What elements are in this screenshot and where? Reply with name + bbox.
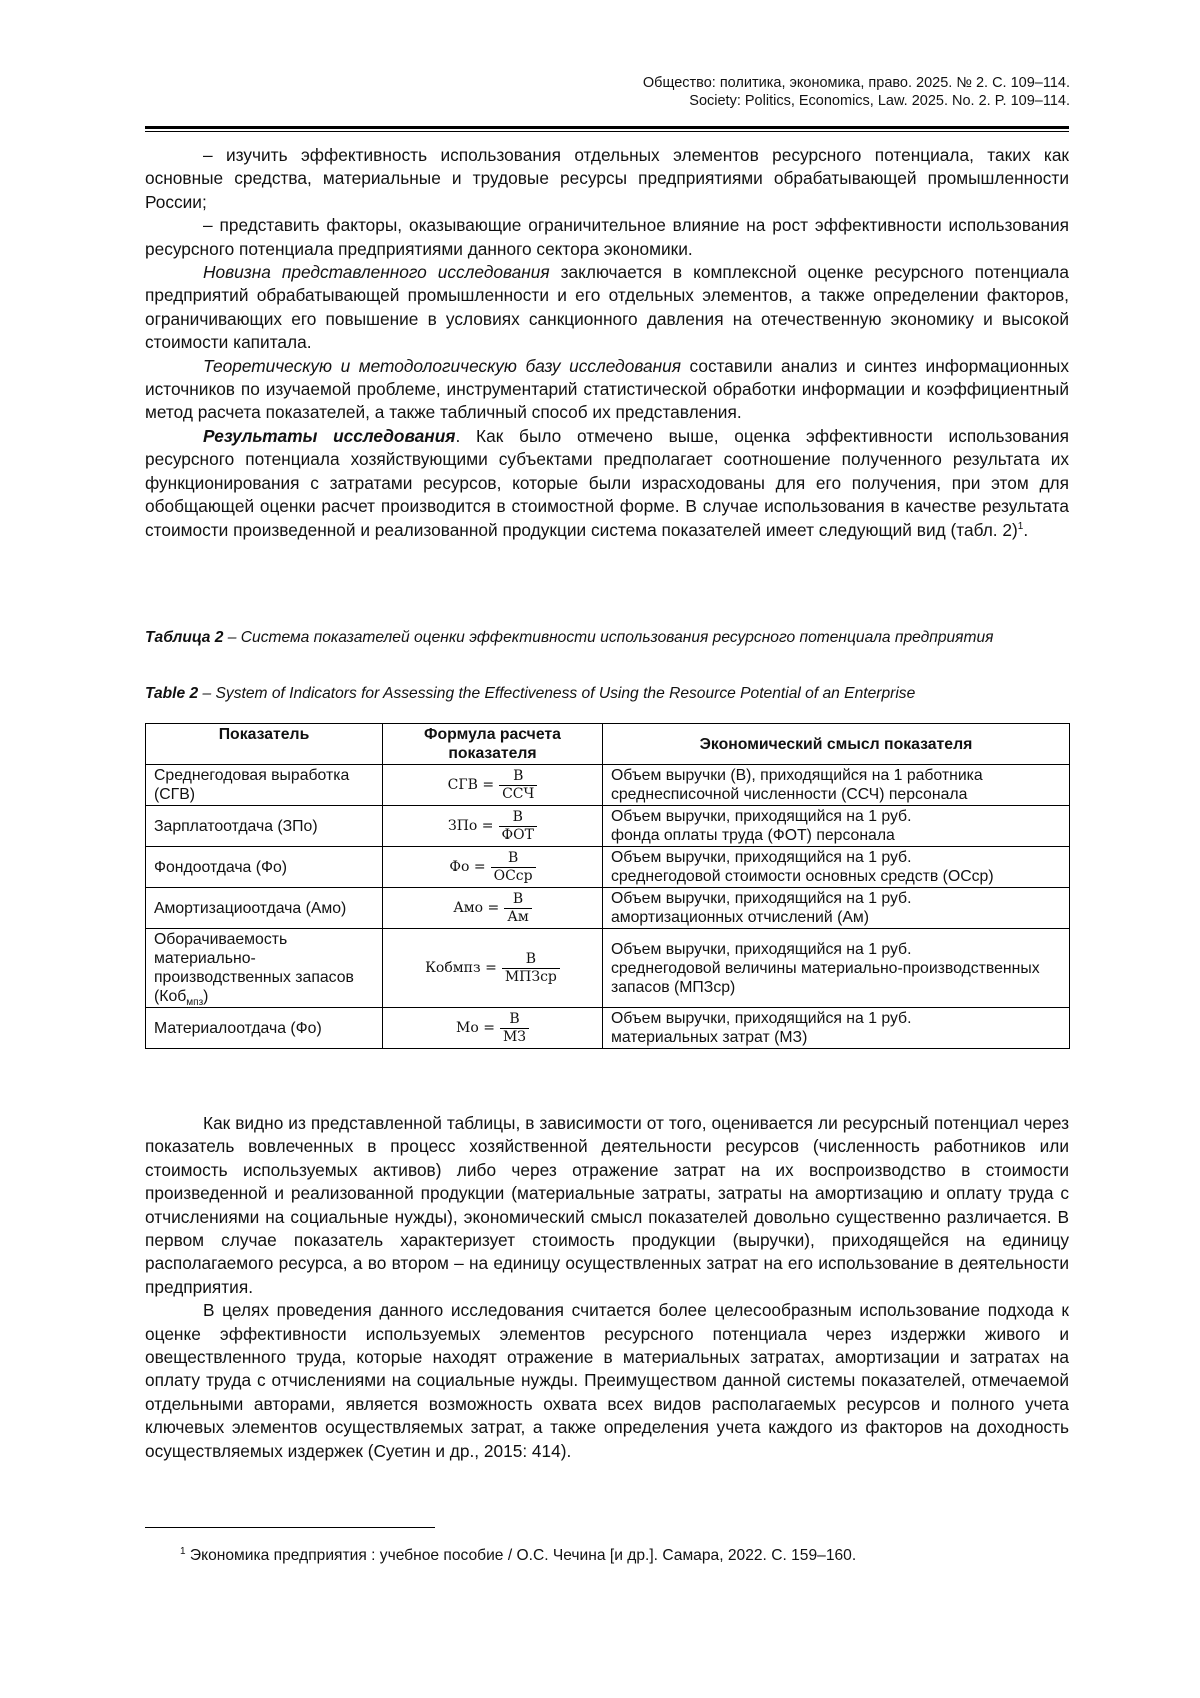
fraction-numerator: В	[525, 950, 537, 967]
methodology-text: составили анализ и синтез информационных источников по изучаемой проблеме, инструментарий статистической обработки информации и коэффициентный метод расчета показателей, а также табличный способ их представления.	[145, 355, 1069, 423]
formula	[425, 951, 560, 986]
indicator-name: Материалоотдача (Фо)	[146, 1008, 383, 1049]
formula	[453, 891, 532, 926]
meaning-line-2: материальных затрат (МЗ)	[611, 1029, 808, 1046]
formula-lhs: Мо =	[455, 1019, 495, 1036]
fraction-numerator: В	[513, 767, 524, 784]
formula-lhs: ЗПо =	[448, 817, 494, 834]
meaning-cell	[603, 806, 1070, 847]
formula	[449, 850, 535, 885]
fraction	[499, 809, 537, 844]
paragraph-results	[145, 425, 1069, 542]
formula-cell	[383, 847, 603, 888]
formula-lhs: Кобмпз =	[425, 959, 497, 976]
fraction-numerator: В	[512, 808, 523, 825]
results-end: .	[1023, 519, 1029, 540]
header-line-ru: Общество: политика, экономика, право. 2025. № 2. С. 109–114.	[642, 75, 1070, 91]
table-row	[146, 847, 1070, 888]
paragraph-methodology	[145, 355, 1069, 425]
footnote-separator	[145, 1527, 435, 1528]
header-formula: Формула расчета показателя	[383, 724, 603, 765]
meaning-cell	[603, 888, 1070, 929]
fraction	[504, 891, 532, 926]
novelty-text: заключается в комплексной оценке ресурсного потенциала предприятий обрабатывающей промышленности и его отдельных элементов, а также определении факторов, ограничивающих его повышение в условиях санкционного давления на отечественную экономику и высокой стоимости капитала.	[145, 262, 1069, 353]
indicator-name: Зарплатоотдача (ЗПо)	[146, 806, 383, 847]
meaning-line-1: Объем выручки, приходящийся на 1 руб.	[611, 890, 912, 907]
formula-lhs: Фо =	[449, 858, 486, 875]
indicator-name-subscript: мпз	[186, 997, 204, 1009]
indicator-name: Фондоотдача (Фо)	[146, 847, 383, 888]
table-caption-en	[145, 684, 1069, 704]
table-row	[146, 1008, 1070, 1049]
table-caption-en-text: – System of Indicators for Assessing the Effectiveness of Using the Resource Potential of an Enterprise	[198, 685, 916, 702]
table-row	[146, 888, 1070, 929]
fraction-denominator: ФОТ	[499, 826, 537, 844]
meaning-cell	[603, 765, 1070, 806]
table-caption-ru	[145, 628, 1069, 648]
meaning-line-2: фонда оплаты труда (ФОТ) персонала	[611, 827, 895, 844]
methodology-lead: Теоретическую и методологическую базу исследования	[203, 355, 681, 376]
indicator-name: Среднегодовая выработка (СГВ)	[146, 765, 383, 806]
meaning-cell	[603, 847, 1070, 888]
paragraph-discussion-2: В целях проведения данного исследования считается более целесообразным использование подхода к оценке эффективности используемых элементов ресурсного потенциала через издержки живого и овеществленного труда, которые находят отражение в материальных затратах, амортизации и затратах на оплату труда с отчислениями на социальные нужды. Преимуществом данной системы показателей, отмечаемой отдельными авторами, является возможность охвата всех видов располагаемых ресурсов и полного учета ключевых элементов осуществляемых затрат, а также определения учета каждого из факторов на доходность осуществляемых издержек (Суетин и др., 2015: 414).	[145, 1300, 1069, 1461]
fraction-denominator: ССЧ	[499, 785, 537, 803]
table-row	[146, 765, 1070, 806]
paragraph-objective-1: – изучить эффективность использования отдельных элементов ресурсного потенциала, таких как основные средства, материальные и трудовые ресурсы предприятиями обрабатывающей промышленности России;	[145, 145, 1069, 212]
discussion-section	[145, 1112, 1069, 1463]
meaning-line-2: среднесписочной численности (ССЧ) персонала	[611, 786, 968, 803]
formula-cell	[383, 888, 603, 929]
header-rule-thin	[145, 131, 1069, 132]
formula	[456, 1011, 529, 1046]
meaning-cell	[603, 1008, 1070, 1049]
formula-cell	[383, 765, 603, 806]
meaning-cell	[603, 929, 1070, 1008]
paragraph-novelty	[145, 261, 1069, 355]
fraction-numerator: В	[509, 1010, 520, 1027]
formula	[448, 768, 538, 803]
footnote-text: Экономика предприятия : учебное пособие / О.С. Чечина [и др.]. Самара, 2022. С. 159–160.	[185, 1547, 857, 1564]
results-lead: Результаты исследования	[203, 425, 456, 446]
meaning-line-2: среднегодовой величины материально-производственных запасов (МПЗср)	[611, 959, 1040, 996]
footnote-mark: 1	[180, 1545, 186, 1557]
table-row	[146, 806, 1070, 847]
intro-section	[145, 144, 1069, 542]
fraction-numerator: В	[507, 849, 519, 866]
meaning-line-1: Объем выручки, приходящийся на 1 руб.	[611, 940, 912, 958]
meaning-line-1: Объем выручки, приходящийся на 1 руб.	[611, 808, 912, 825]
header-indicator: Показатель	[146, 724, 383, 765]
footnote-ref[interactable]: 1	[1017, 520, 1024, 532]
novelty-lead: Новизна представленного исследования	[203, 262, 550, 283]
fraction	[491, 850, 536, 885]
fraction	[499, 768, 537, 803]
table-caption-en-label: Table 2	[145, 685, 199, 702]
indicator-name-end: )	[203, 988, 209, 1005]
results-text: . Как было отмечено выше, оценка эффективности использования ресурсного потенциала хозяйствующими субъектами предполагает соотношение полученного результата их функционирования с затратами ресурсов, которые были израсходованы для его получения, при этом для обобщающей оценки расчет производится в стоимостной форме. В случае использования в качестве результата стоимости произведенной и реализованной продукции система показателей имеет следующий вид (табл. 2)	[145, 425, 1069, 540]
table-header-row	[146, 724, 1070, 765]
indicators-table	[145, 723, 1070, 1049]
fraction-denominator: МЗ	[500, 1028, 529, 1046]
formula-cell	[383, 806, 603, 847]
formula-lhs: СГВ =	[447, 776, 495, 793]
formula	[448, 809, 537, 844]
meaning-line-1: Объем выручки (В), приходящийся на 1 работника	[611, 767, 983, 784]
header-meaning: Экономический смысл показателя	[603, 724, 1070, 765]
header-line-en: Society: Politics, Economics, Law. 2025. No. 2. P. 109–114.	[689, 93, 1070, 109]
meaning-line-2: среднегодовой стоимости основных средств (ОСср)	[611, 868, 994, 885]
formula-cell	[383, 1008, 603, 1049]
formula-lhs: Амо =	[453, 899, 500, 916]
formula-cell	[383, 929, 603, 1008]
fraction	[500, 1011, 529, 1046]
table-caption-ru-text: – Система показателей оценки эффективности использования ресурсного потенциала предприятия	[223, 629, 994, 646]
paragraph-objective-2: – представить факторы, оказывающие ограничительное влияние на рост эффективности использования ресурсного потенциала предприятиями данного сектора экономики.	[145, 215, 1069, 259]
running-header	[145, 74, 1070, 110]
table-row	[146, 929, 1070, 1008]
fraction	[502, 951, 560, 986]
indicator-name	[146, 929, 383, 1008]
meaning-line-1: Объем выручки, приходящийся на 1 руб.	[611, 1010, 912, 1027]
indicator-name: Амортизациоотдача (Амо)	[146, 888, 383, 929]
meaning-line-2: амортизационных отчислений (Ам)	[611, 909, 870, 926]
header-rule-thick	[145, 126, 1069, 129]
table-caption-ru-label: Таблица 2	[145, 629, 224, 646]
footnote	[180, 1546, 856, 1565]
fraction-denominator: Ам	[504, 908, 532, 926]
meaning-line-1: Объем выручки, приходящийся на 1 руб.	[611, 849, 912, 866]
paragraph-discussion-1: Как видно из представленной таблицы, в зависимости от того, оценивается ли ресурсный потенциал через показатель вовлеченных в процесс хозяйственной деятельности ресурсов (численность работников или стоимость используемых активов) либо через отражение затрат на их воспроизводство в стоимости произведенной и реализованной продукции (материальные затраты, затраты на амортизацию и оплату труда с отчислениями на социальные нужды), экономический смысл показателей довольно существенно различается. В первом случае показатель характеризует стоимость продукции (выручки), приходящейся на единицу располагаемого ресурса, а во втором – на единицу осуществленных затрат на его использование в деятельности предприятия.	[145, 1113, 1069, 1297]
fraction-denominator: ОСср	[491, 867, 536, 885]
indicator-name-main: Оборачиваемость материально-производственных запасов (Коб	[154, 931, 354, 1005]
fraction-denominator: МПЗср	[502, 968, 560, 986]
fraction-numerator: В	[512, 890, 524, 907]
